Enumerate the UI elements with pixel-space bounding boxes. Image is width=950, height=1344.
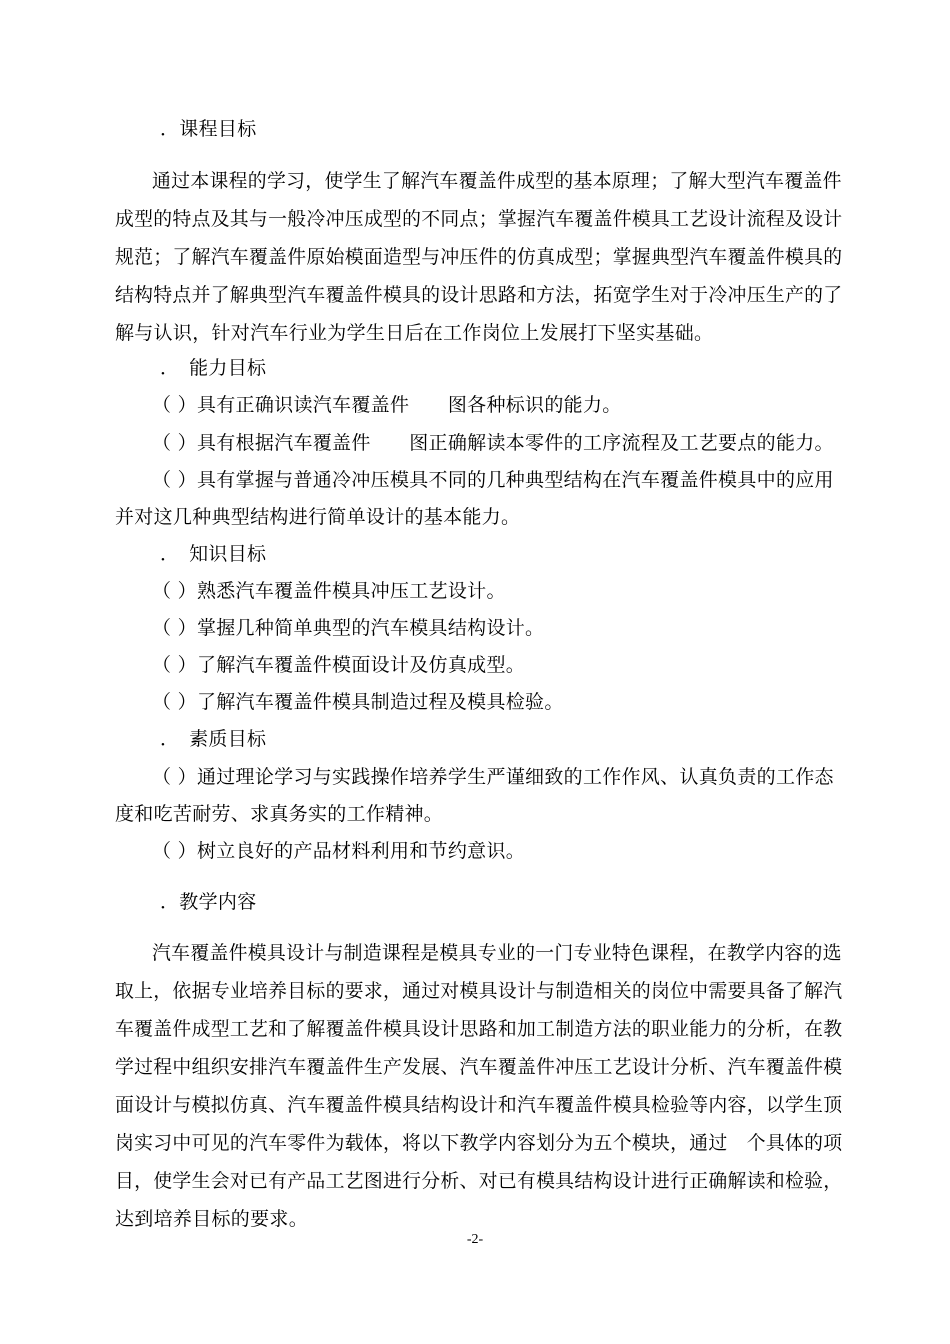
paragraph-line: 取上，依据专业培养目标的要求，通过对模具设计与制造相关的岗位中需要具备了解汽 bbox=[115, 980, 843, 1002]
section-heading-teaching-content: ．教学内容 bbox=[160, 891, 257, 913]
paragraph-line: 学过程中组织安排汽车覆盖件生产发展、汽车覆盖件冲压工艺设计分析、汽车覆盖件模 bbox=[115, 1056, 843, 1078]
paragraph-line: 成型的特点及其与一般冷冲压成型的不同点；掌握汽车覆盖件模具工艺设计流程及设计 bbox=[115, 208, 843, 230]
list-item: （ ）具有正确识读汽车覆盖件 图各种标识的能力。 bbox=[152, 394, 622, 416]
list-item: （ ）具有掌握与普通冷冲压模具不同的几种典型结构在汽车覆盖件模具中的应用 bbox=[152, 469, 834, 491]
list-item: （ ）熟悉汽车覆盖件模具冲压工艺设计。 bbox=[152, 580, 506, 602]
list-item: （ ）通过理论学习与实践操作培养学生严谨细致的工作作风、认真负责的工作态 bbox=[152, 766, 834, 788]
list-item: （ ）掌握几种简单典型的汽车模具结构设计。 bbox=[152, 617, 545, 639]
subheading-ability-goals: ． 能力目标 bbox=[160, 357, 267, 379]
subheading-knowledge-goals: ． 知识目标 bbox=[160, 543, 267, 565]
paragraph-line: 解与认识，针对汽车行业为学生日后在工作岗位上发展打下坚实基础。 bbox=[115, 322, 714, 344]
list-item: （ ）了解汽车覆盖件模面设计及仿真成型。 bbox=[152, 654, 526, 676]
section-heading-course-goals: ．课程目标 bbox=[160, 118, 257, 140]
paragraph-line: 达到培养目标的要求。 bbox=[115, 1208, 309, 1230]
list-item: （ ）了解汽车覆盖件模具制造过程及模具检验。 bbox=[152, 691, 564, 713]
paragraph-line: 面设计与模拟仿真、汽车覆盖件模具结构设计和汽车覆盖件模具检验等内容，以学生顶 bbox=[115, 1094, 843, 1116]
subheading-quality-goals: ． 素质目标 bbox=[160, 728, 267, 750]
list-item: （ ）树立良好的产品材料利用和节约意识。 bbox=[152, 840, 526, 862]
paragraph-line: 车覆盖件成型工艺和了解覆盖件模具设计思路和加工制造方法的职业能力的分析，在教 bbox=[115, 1018, 843, 1040]
paragraph-line: 规范；了解汽车覆盖件原始模面造型与冲压件的仿真成型；掌握典型汽车覆盖件模具的 bbox=[115, 246, 843, 268]
paragraph-line: 目，使学生会对已有产品工艺图进行分析、对已有模具结构设计进行正确解读和检验， bbox=[115, 1170, 843, 1192]
list-item-continuation: 度和吃苦耐劳、求真务实的工作精神。 bbox=[115, 803, 444, 825]
page-number: -2- bbox=[466, 1232, 484, 1247]
paragraph-line: 结构特点并了解典型汽车覆盖件模具的设计思路和方法，拓宽学生对于冷冲压生产的了 bbox=[115, 284, 843, 306]
paragraph-line: 汽车覆盖件模具设计与制造课程是模具专业的一门专业特色课程，在教学内容的选 bbox=[152, 942, 842, 964]
paragraph-line: 通过本课程的学习，使学生了解汽车覆盖件成型的基本原理；了解大型汽车覆盖件 bbox=[152, 170, 842, 192]
paragraph-line: 岗实习中可见的汽车零件为载体，将以下教学内容划分为五个模块，通过 个具体的项 bbox=[115, 1132, 843, 1154]
list-item: （ ）具有根据汽车覆盖件 图正确解读本零件的工序流程及工艺要点的能力。 bbox=[152, 432, 834, 454]
list-item-continuation: 并对这几种典型结构进行简单设计的基本能力。 bbox=[115, 506, 521, 528]
